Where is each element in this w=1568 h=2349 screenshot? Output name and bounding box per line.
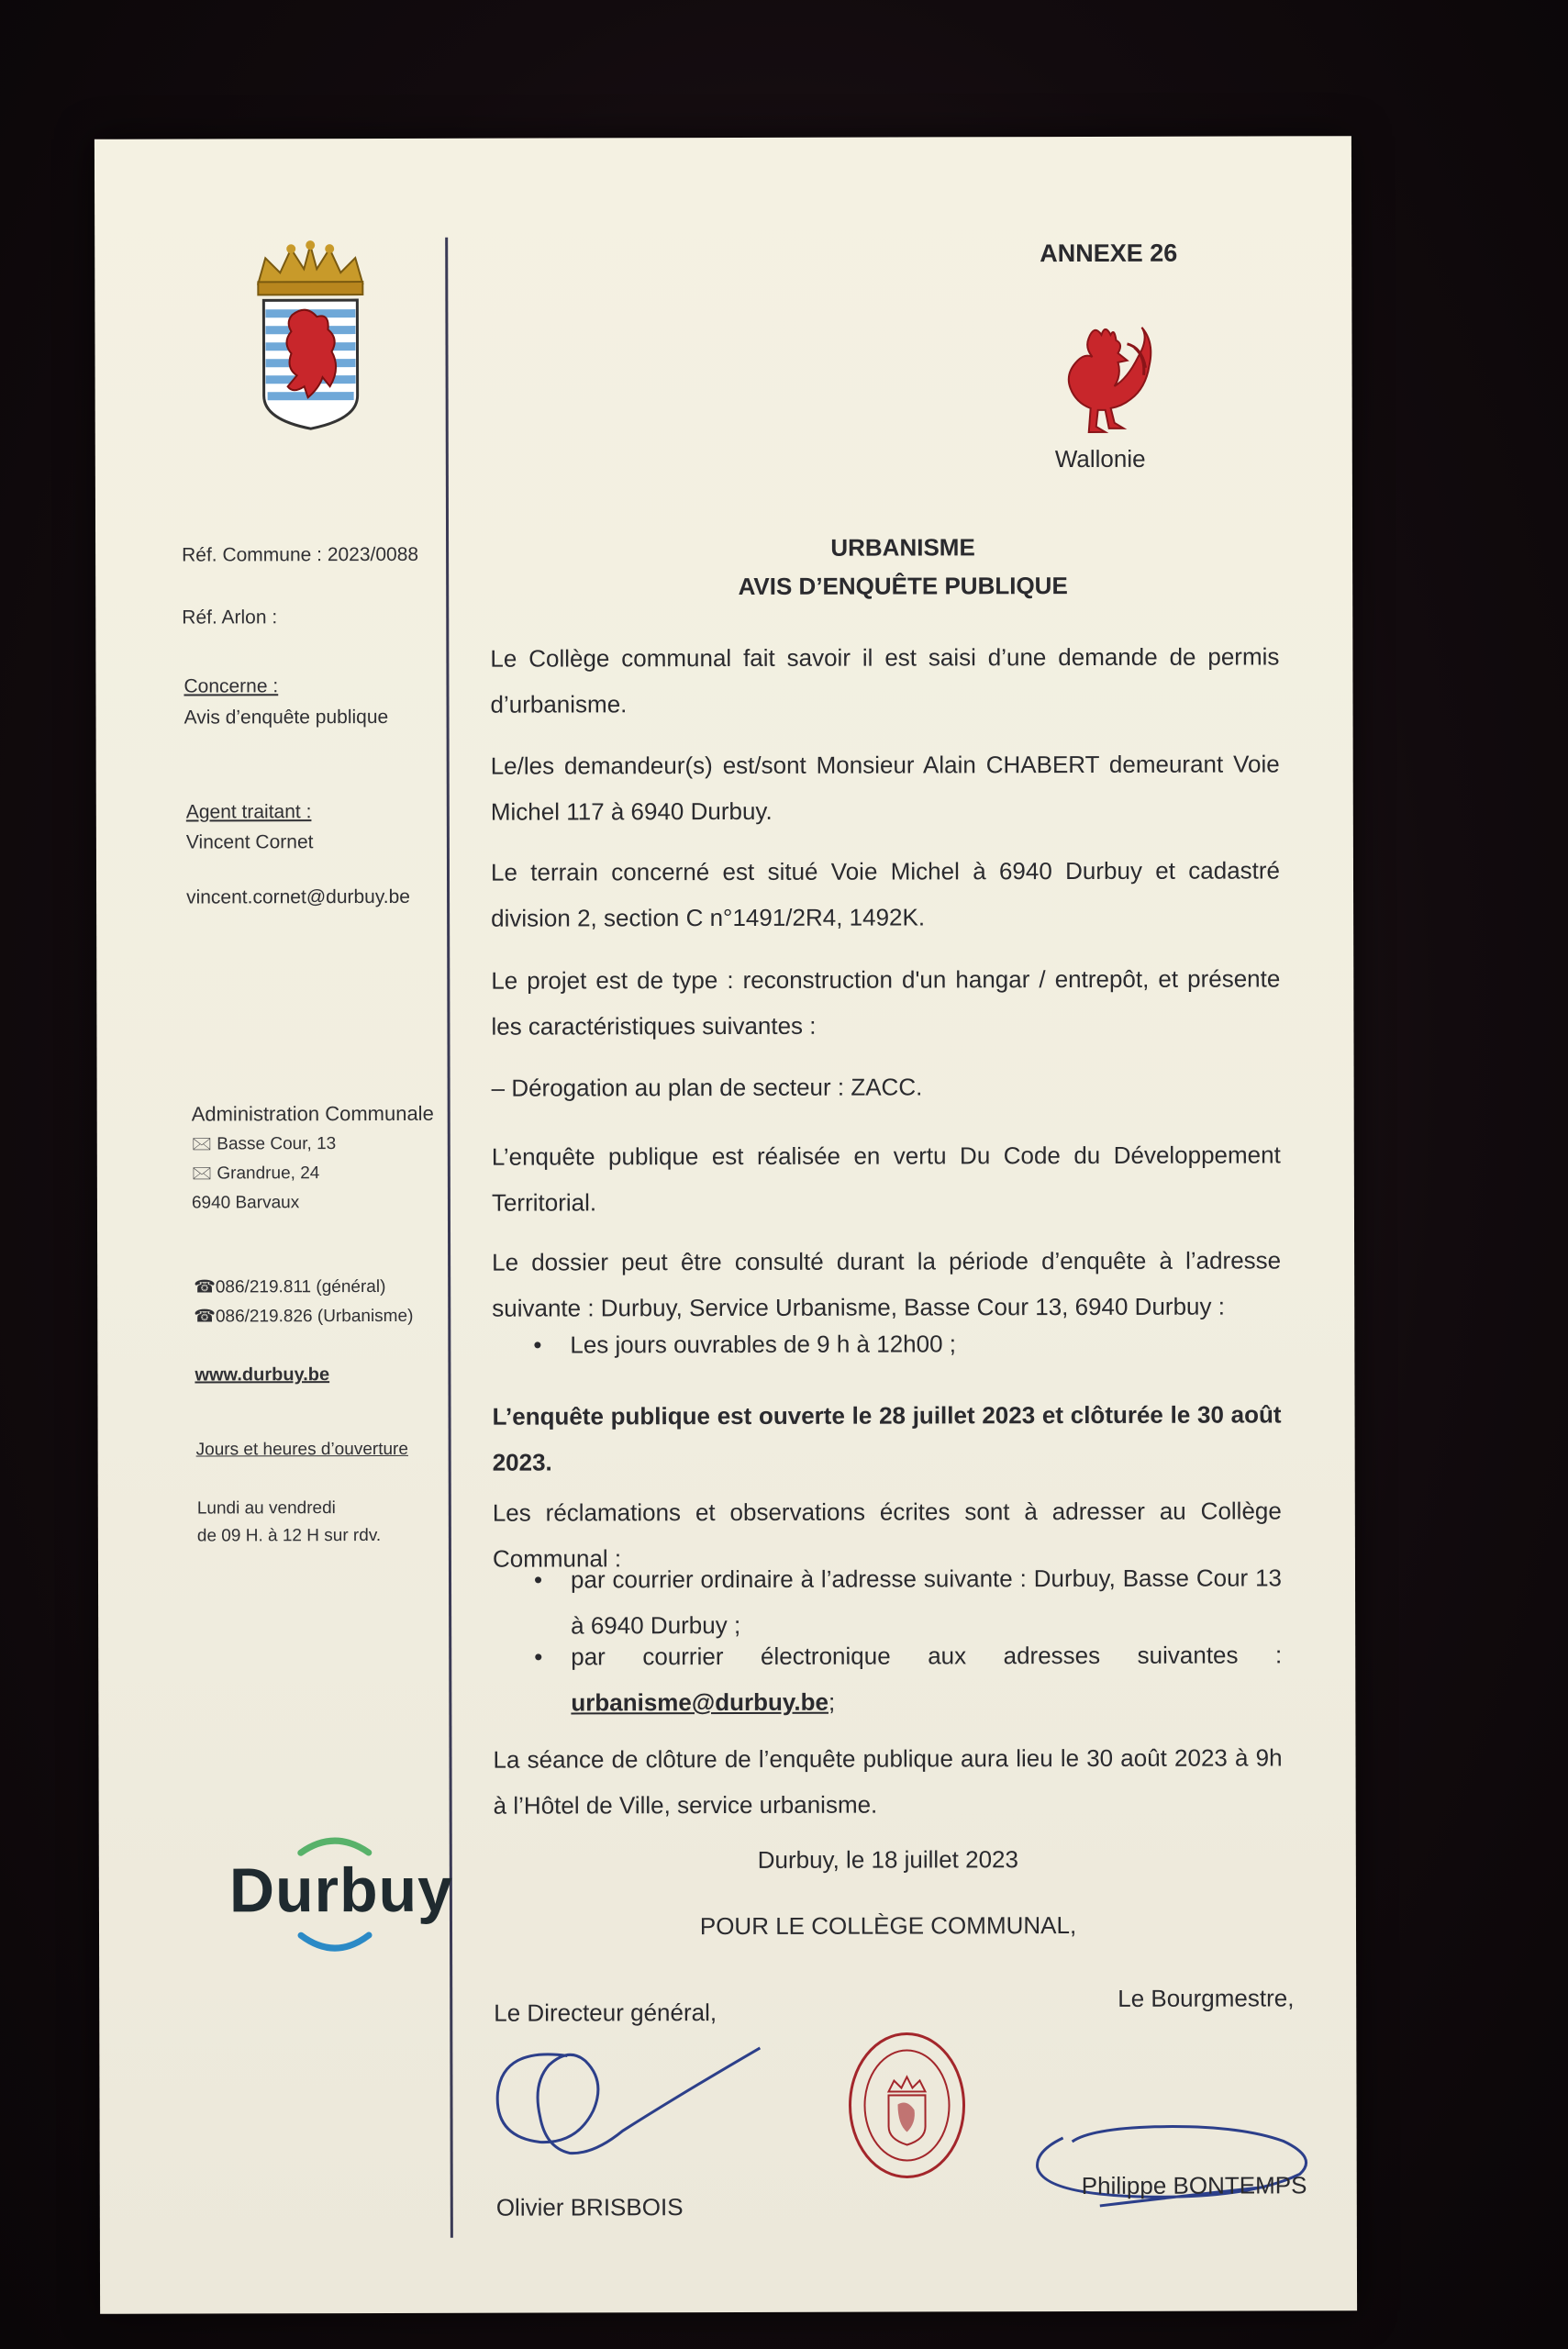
date-line: Durbuy, le 18 juillet 2023 — [757, 1845, 1018, 1874]
concerne-label: Concerne : — [183, 675, 279, 697]
paragraph-2: Le/les demandeur(s) est/sont Monsieur Alain CHABERT demeurant Voie Michel 117 à 6940 Durbuy. — [490, 750, 1280, 826]
director-name: Olivier BRISBOIS — [495, 2193, 684, 2221]
concerne-value: Avis d’enquête publique — [183, 706, 389, 729]
bullet-opening-hours: • Les jours ouvrables de 9 h à 12h00 ; — [533, 1319, 1281, 1367]
address-line-1: 🖂 Basse Cour, 13 — [191, 1134, 337, 1154]
wallonie-label: Wallonie — [1054, 444, 1146, 473]
paragraph-1: Le Collège communal fait savoir il est saisi d’une demande de permis d’urbanisme. — [490, 642, 1280, 718]
hours-label: Jours et heures d’ouverture — [195, 1439, 408, 1460]
logo-text: Durbuy — [228, 1854, 453, 1926]
paragraph-6: L’enquête publique est réalisée en vertu Du Code du Développement Territorial. — [491, 1141, 1281, 1217]
agent-name: Vincent Cornet — [185, 831, 314, 853]
address-line-2: 🖂 Grandrue, 24 — [191, 1163, 320, 1184]
paragraph-4: Le projet est de type : reconstruction d'un hangar / entrepôt, et présente les caractéristiques suivantes : — [491, 964, 1281, 1041]
municipal-stamp — [842, 2027, 971, 2183]
college-line: POUR LE COLLÈGE COMMUNAL, — [699, 1911, 1077, 1941]
annex-label: ANNEXE 26 — [1040, 239, 1178, 268]
urbanisme-email-link[interactable]: urbanisme@durbuy.be — [571, 1687, 828, 1717]
doc-title-2: AVIS D’ENQUÊTE PUBLIQUE — [738, 572, 1068, 600]
mayor-label: Le Bourgmestre, — [1118, 1984, 1295, 2012]
paragraph-5: – Dérogation au plan de secteur : ZACC. — [491, 1073, 923, 1102]
website-link[interactable]: www.durbuy.be — [195, 1364, 330, 1386]
ref-commune: Réf. Commune : 2023/0088 — [182, 543, 419, 566]
paragraph-9: Les réclamations et observations écrites sont à adresser au Collège Communal : — [492, 1497, 1282, 1573]
admin-title: Administration Communale — [191, 1101, 434, 1126]
ref-arlon: Réf. Arlon : — [182, 607, 278, 629]
paragraph-10: La séance de clôture de l’enquête publique aura lieu le 30 août 2023 à 9h à l’Hôtel de Ville, service urbanisme. — [493, 1743, 1283, 1820]
bullet-postal: • par courrier ordinaire à l’adresse suivante : Durbuy, Basse Cour 13 à 6940 Durbuy ; — [534, 1554, 1282, 1648]
bullet-email-text: • par courrier électronique aux adresses suivantes : — [571, 1641, 1283, 1671]
paragraph-3: Le terrain concerné est situé Voie Michel à 6940 Durbuy et cadastré division 2, section C n°1491/2R4, 1492K. — [490, 856, 1281, 932]
paragraph-8: L’enquête publique est ouverte le 28 juillet 2023 et clôturée le 30 août 2023. — [492, 1400, 1282, 1476]
director-label: Le Directeur général, — [494, 1998, 717, 2027]
wallonie-rooster-icon — [1053, 320, 1154, 440]
bullet-email — [534, 1631, 1282, 1725]
document-page — [95, 136, 1357, 2314]
director-signature — [484, 2028, 778, 2185]
left-column — [95, 139, 453, 2314]
phone-general: ☎086/219.811 (général) — [194, 1276, 386, 1297]
address-line-3: 6940 Barvaux — [191, 1193, 300, 1213]
paragraph-7: Le dossier peut être consulté durant la période d’enquête à l’adresse suivante : Durbuy, Service Urbanisme, Basse Cour 13, 6940 Durbuy : — [492, 1246, 1282, 1322]
hours-line-1: Lundi au vendredi — [196, 1498, 336, 1519]
agent-email[interactable]: vincent.cornet@durbuy.be — [186, 885, 410, 908]
bullet-email-end: ; — [828, 1687, 836, 1716]
durbuy-logo — [228, 1827, 453, 1965]
doc-title-1: URBANISME — [830, 533, 975, 562]
agent-label: Agent traitant : — [185, 801, 312, 823]
mayor-name: Philippe BONTEMPS — [1081, 2171, 1307, 2199]
hours-line-2: de 09 H. à 12 H sur rdv. — [196, 1525, 382, 1546]
phone-urbanisme: ☎086/219.826 (Urbanisme) — [194, 1306, 414, 1327]
luxembourg-crest-icon — [250, 239, 371, 432]
